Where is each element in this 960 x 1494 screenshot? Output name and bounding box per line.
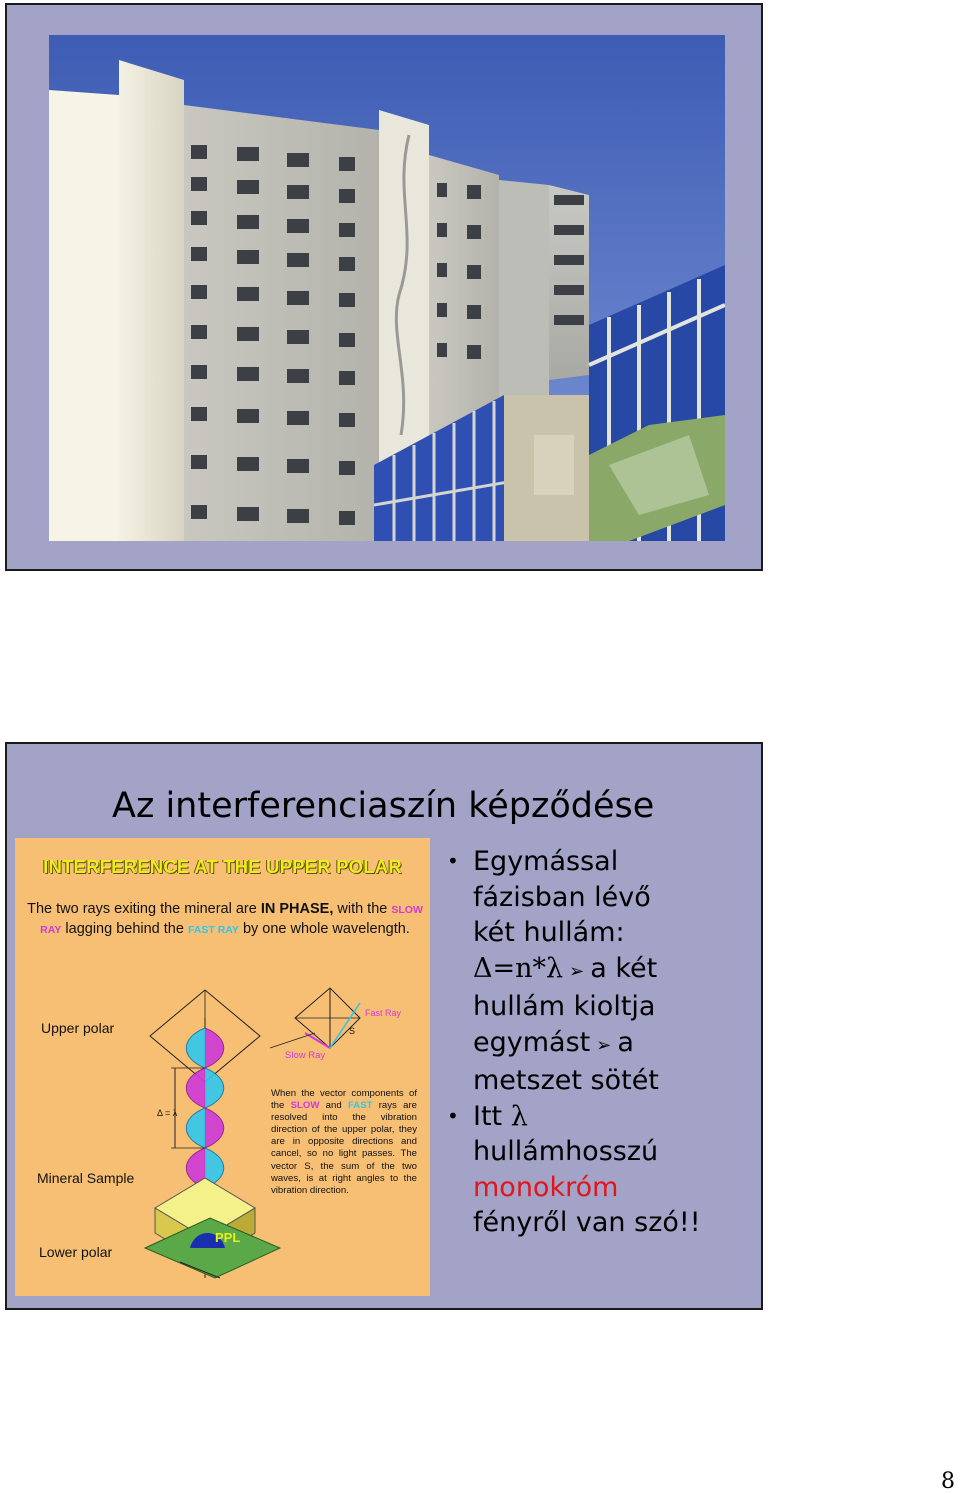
bullet1-after-formula: a két bbox=[590, 952, 658, 984]
upper-polar-label: Upper polar bbox=[41, 1020, 115, 1036]
figure-heading: INTERFERENCE AT THE UPPER POLAR bbox=[43, 856, 402, 877]
vector-text-1: When the vector components of the bbox=[271, 1088, 417, 1112]
page-number: 8 bbox=[941, 1469, 955, 1494]
bullet1-line6b: a bbox=[617, 1026, 634, 1058]
ppl-label: PPL bbox=[215, 1230, 241, 1245]
slide-title: Az interferenciaszín képződése bbox=[112, 786, 655, 826]
bullet-dot: • bbox=[447, 1103, 459, 1128]
s-vector-label: S bbox=[349, 1026, 356, 1036]
slow-ray-label: Slow Ray bbox=[285, 1050, 326, 1061]
bullet1-line6a: egymást bbox=[473, 1026, 591, 1058]
bullet-item-2 bbox=[443, 1099, 753, 1241]
desc-text-2: with the bbox=[333, 901, 392, 917]
monochrome-highlight: monokróm bbox=[473, 1171, 619, 1203]
bullet-dot: • bbox=[447, 849, 459, 873]
bullet1-line1: Egymással bbox=[473, 846, 619, 877]
vector-fast: FAST bbox=[347, 1100, 373, 1112]
slow-ray-text: SLOW RAY bbox=[40, 904, 423, 936]
interference-figure bbox=[15, 838, 430, 1296]
fast-ray-text: FAST RAY bbox=[187, 924, 239, 936]
lower-polar-label: Lower polar bbox=[39, 1244, 113, 1260]
vector-slow: SLOW bbox=[290, 1100, 320, 1112]
bullet1-line2: fázisban lévő bbox=[473, 881, 651, 913]
vector-and: and bbox=[319, 1100, 348, 1112]
lambda-symbol: λ bbox=[510, 1100, 528, 1132]
desc-bold: IN PHASE, bbox=[260, 901, 334, 917]
bullet1-line3: két hullám: bbox=[473, 917, 625, 948]
bullet1-line5: hullám kioltja bbox=[473, 991, 656, 1022]
arrow-right-icon: ➢ bbox=[596, 1034, 612, 1056]
bullet2-line2: hullámhosszú bbox=[473, 1136, 659, 1167]
building-photo bbox=[49, 35, 725, 541]
delta-lambda-label: Δ = λ bbox=[157, 1108, 178, 1118]
delta-formula: Δ=n*λ bbox=[473, 952, 564, 984]
fast-ray-label: Fast Ray bbox=[365, 1008, 402, 1018]
desc-text-1: The two rays exiting the mineral are bbox=[27, 901, 261, 917]
slide-2 bbox=[5, 742, 763, 1310]
figure-description bbox=[25, 900, 425, 940]
bullet1-line7: metszet sötét bbox=[473, 1065, 659, 1096]
bullet-list bbox=[443, 844, 753, 1241]
slide-1 bbox=[5, 3, 763, 571]
desc-text-4: by one whole wavelength. bbox=[238, 921, 410, 937]
vector-explanation bbox=[271, 1088, 417, 1197]
bullet-item-1 bbox=[443, 844, 753, 1099]
arrow-right-icon: ➢ bbox=[569, 960, 585, 982]
bullet2-line4: fényről van szó!! bbox=[473, 1207, 701, 1238]
mineral-sample-label: Mineral Sample bbox=[37, 1170, 135, 1186]
desc-text-3: lagging behind the bbox=[61, 921, 188, 937]
bullet2-line1: Itt bbox=[473, 1100, 503, 1132]
vector-text-2: rays are resolved into the vibration direction of the upper polar, they are in opposite directions and cancel, so no light passes. The vector S, the sum of the two waves, is at right angles to the vibration direction. bbox=[271, 1100, 417, 1196]
